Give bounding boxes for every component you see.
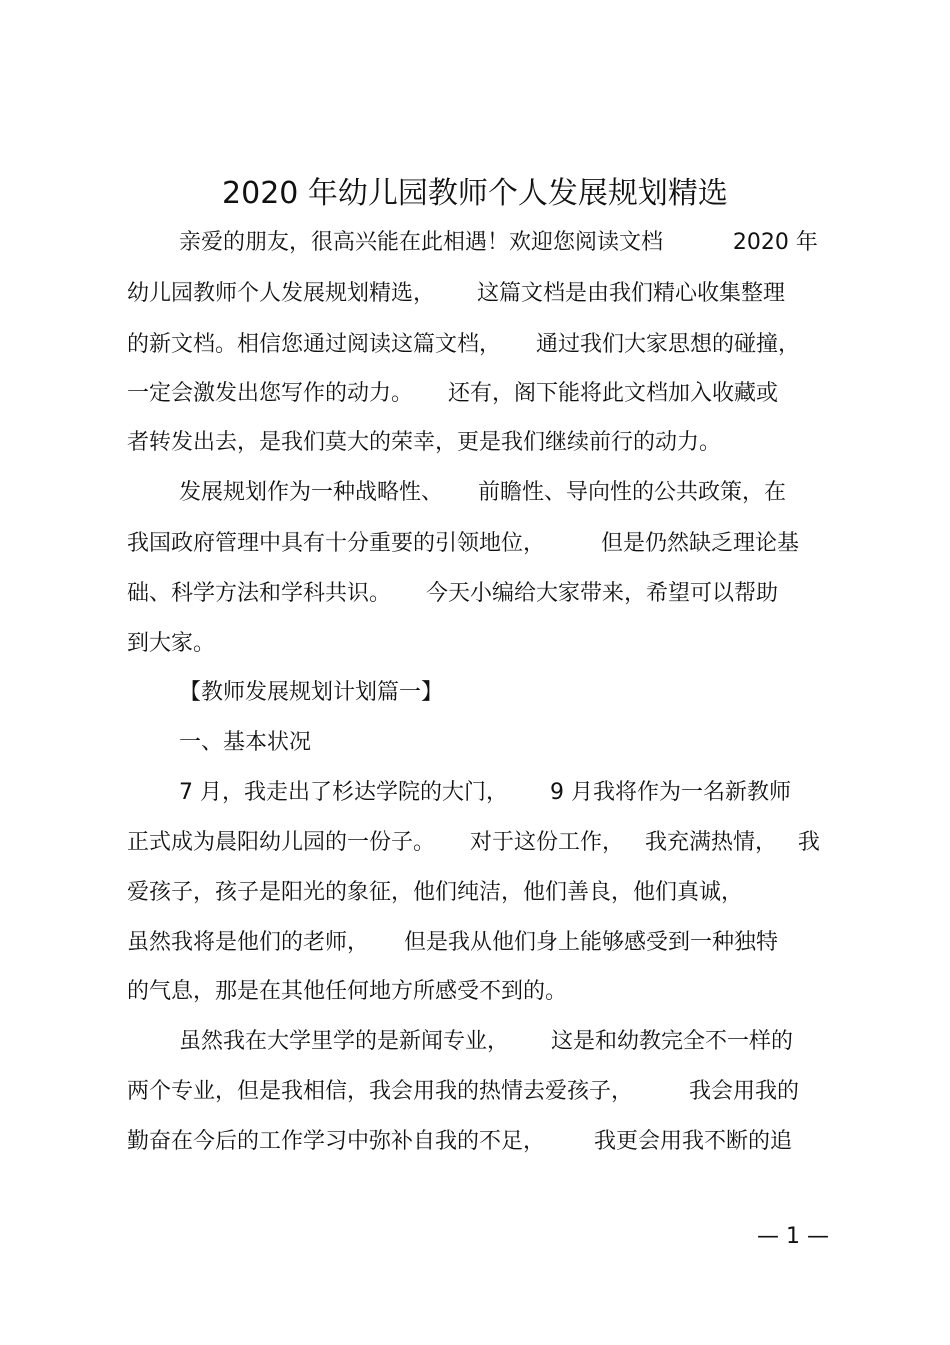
body-line: 础、科学方法和学科共识。 今天小编给大家带来，希望可以帮助 [127, 581, 778, 606]
body-line: 我国政府管理中具有十分重要的引领地位， 但是仍然缺乏理论基 [127, 531, 799, 556]
body-line: 幼儿园教师个人发展规划精选， 这篇文档是由我们精心收集整理 [127, 281, 785, 306]
section-heading: 【教师发展规划计划篇一】 [179, 680, 444, 705]
body-line: 虽然我将是他们的老师， 但是我从他们身上能够感受到一种独特 [127, 930, 778, 955]
body-line: 的气息，那是在其他任何地方所感受不到的。 [127, 979, 568, 1004]
body-line: 一定会激发出您写作的动力。 还有，阁下能将此文档加入收藏或 [127, 381, 778, 406]
body-line: 两个专业，但是我相信，我会用我的热情去爱孩子， 我会用我的 [127, 1079, 799, 1104]
body-line: 的新文档。相信您通过阅读这篇文档， 通过我们大家思想的碰撞， [127, 332, 800, 357]
body-line: 到大家。 [127, 631, 216, 656]
body-line: 正式成为晨阳幼儿园的一份子。 对于这份工作， 我充满热情， 我 [127, 830, 820, 855]
document-title: 2020 年幼儿园教师个人发展规划精选 [222, 176, 728, 211]
body-line: 勤奋在今后的工作学习中弥补自我的不足， 我更会用我不断的追 [127, 1129, 792, 1154]
body-line: 虽然我在大学里学的是新闻专业， 这是和幼教完全不一样的 [179, 1029, 793, 1054]
body-line: 7 月，我走出了杉达学院的大门， 9 月我将作为一名新教师 [179, 780, 791, 805]
body-line: 发展规划作为一种战略性、 前瞻性、导向性的公共政策，在 [179, 480, 786, 505]
body-line: 者转发出去，是我们莫大的荣幸，更是我们继续前行的动力。 [127, 430, 722, 455]
subsection-heading: 一、基本状况 [179, 730, 312, 755]
body-line: 爱孩子，孩子是阳光的象征，他们纯洁，他们善良，他们真诚， [127, 880, 744, 905]
body-line: 亲爱的朋友，很高兴能在此相遇！欢迎您阅读文档 2020 年 [179, 230, 818, 255]
page-number: — 1 — [757, 1224, 829, 1249]
